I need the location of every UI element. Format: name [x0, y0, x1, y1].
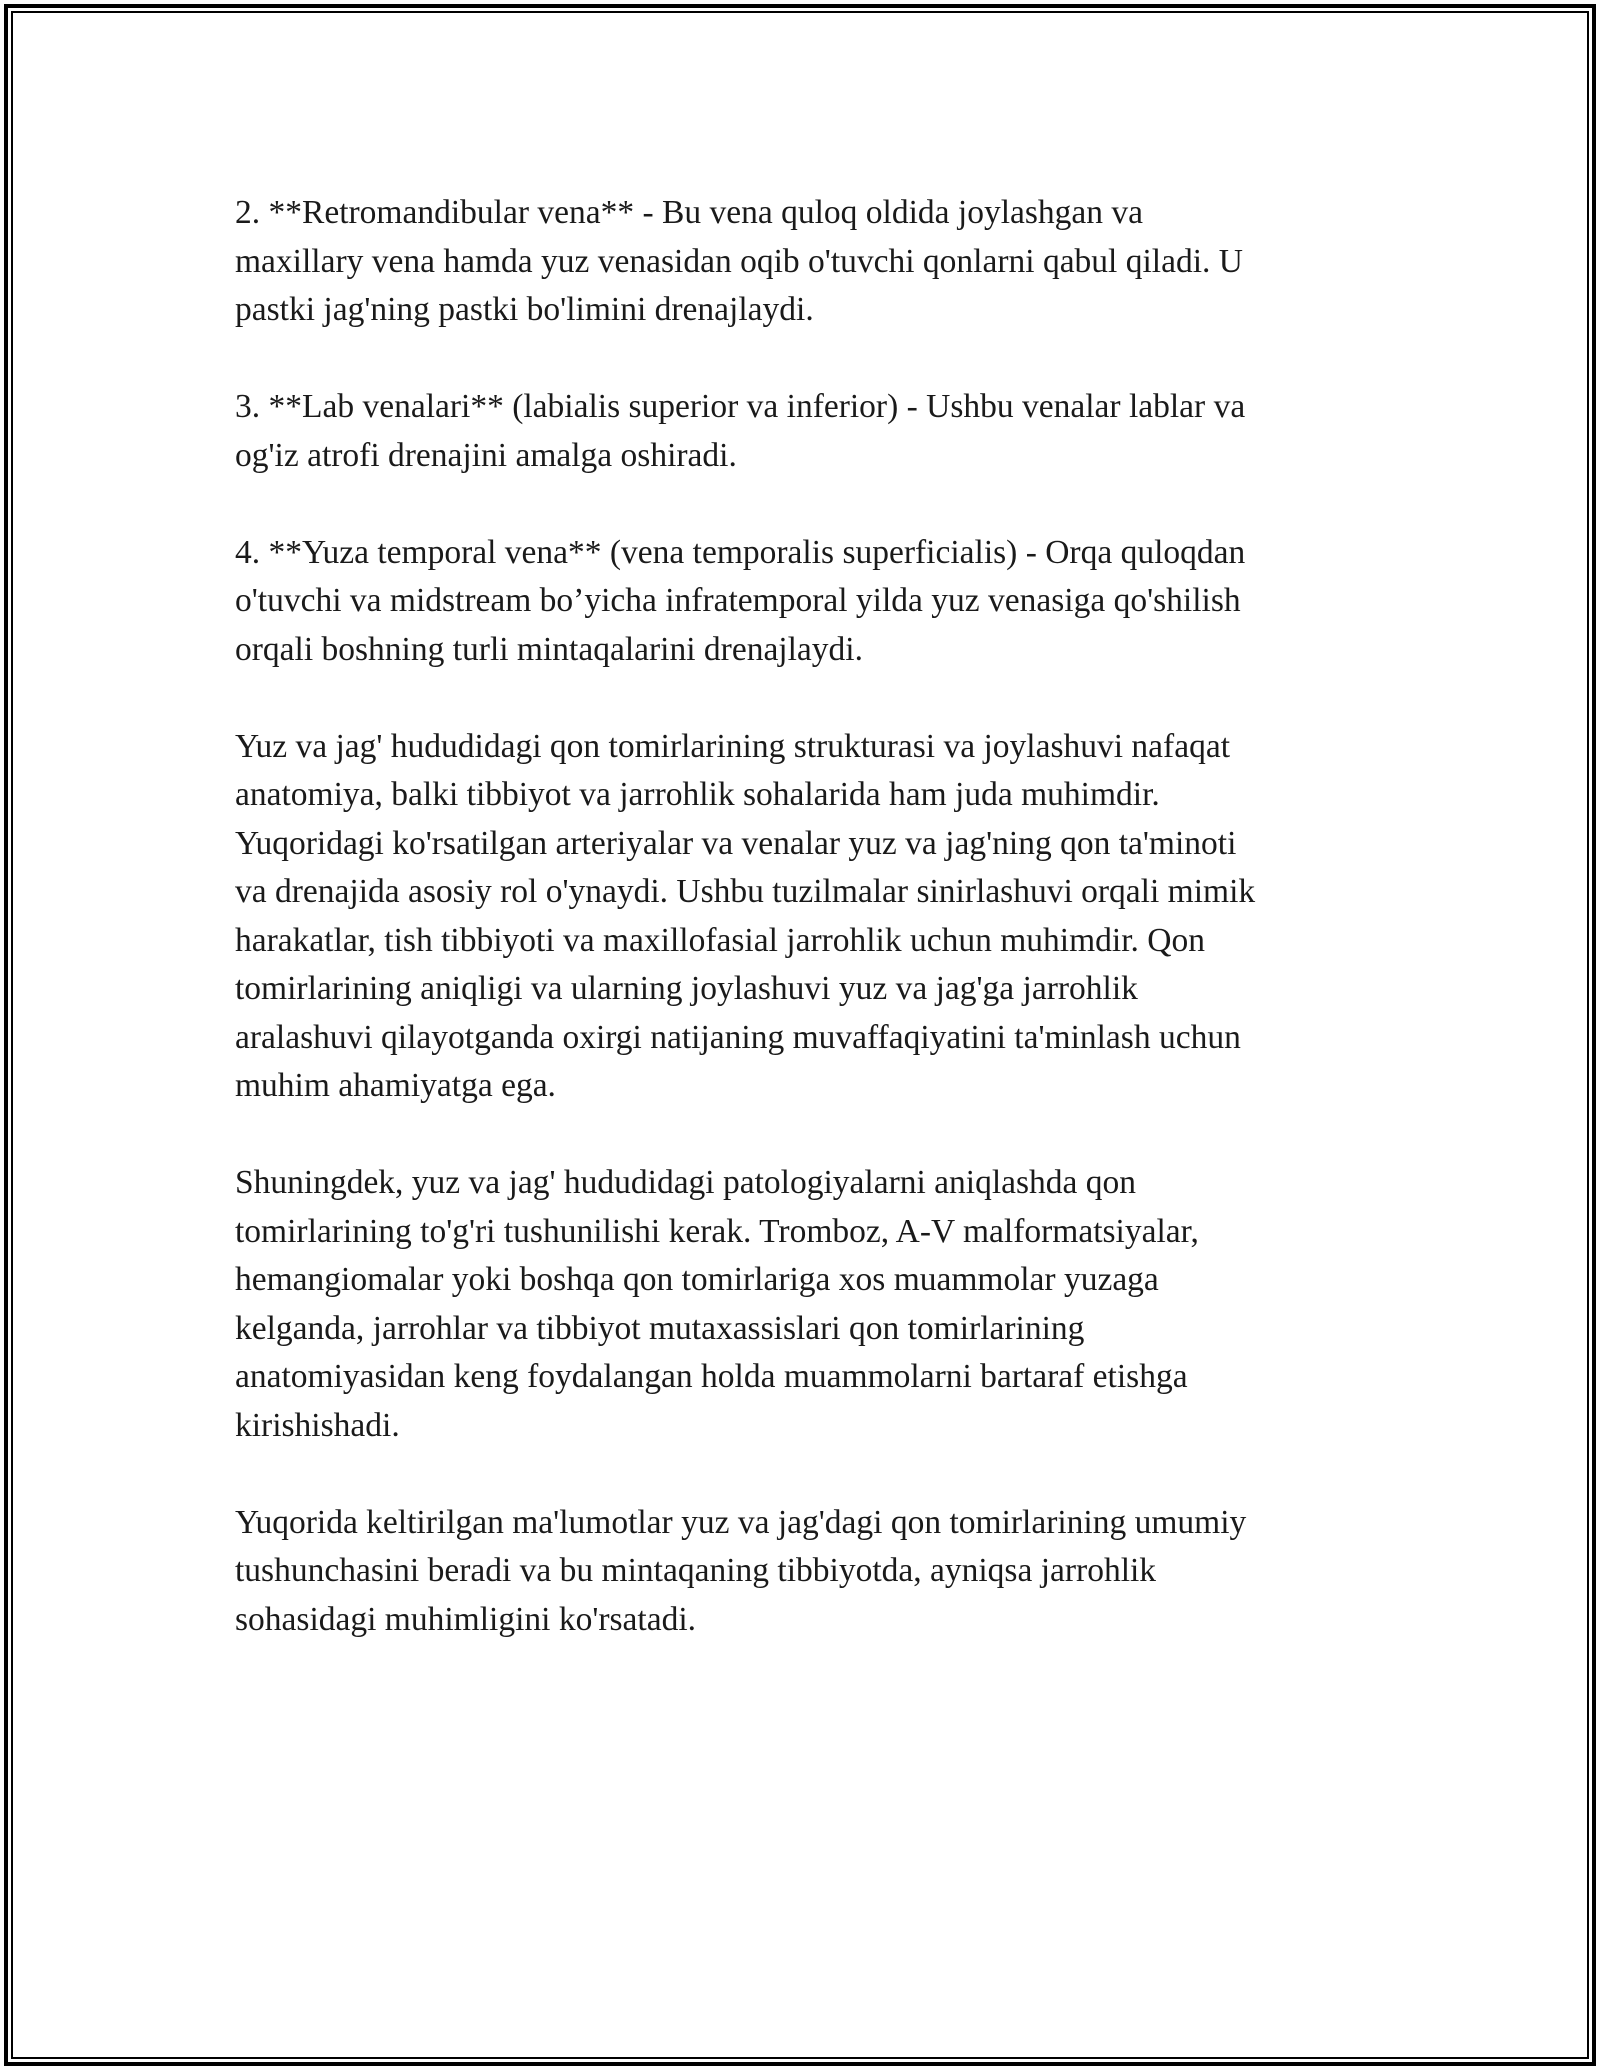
paragraph-line: Yuqorida keltirilgan ma'lumotlar yuz va jag'dagi qon tomirlarining umumiy — [235, 1503, 1247, 1541]
paragraph-line: orqali boshning turli mintaqalarini drenajlaydi. — [235, 630, 863, 668]
paragraph-line: tomirlarining to'g'ri tushunilishi kerak. Tromboz, A-V malformatsiyalar, — [235, 1212, 1199, 1250]
paragraph-line: 4. **Yuza temporal vena** (vena temporalis superficialis) - Orqa quloqdan — [235, 533, 1246, 571]
paragraph-line: o'tuvchi va midstream bo’yicha infratemporal yilda yuz venasiga qo'shilish — [235, 582, 1241, 619]
paragraph-line: anatomiya, balki tibbiyot va jarrohlik sohalarida ham juda muhimdir. — [235, 776, 1160, 813]
paragraph-line: tushunchasini beradi va bu mintaqaning tibbiyotda, ayniqsa jarrohlik — [235, 1552, 1157, 1589]
paragraph-line: hemangiomalar yoki boshqa qon tomirlariga xos muammolar yuzaga — [235, 1261, 1159, 1298]
paragraph-line: sohasidagi muhimligini ko'rsatadi. — [235, 1600, 697, 1638]
paragraph-line: va drenajida asosiy rol o'ynaydi. Ushbu tuzilmalar sinirlashuvi orqali mimik — [235, 873, 1256, 910]
paragraph-conclusion — [235, 1499, 1375, 1645]
paragraph-line: maxillary vena hamda yuz venasidan oqib o'tuvchi qonlarni qabul qiladi. U — [235, 242, 1243, 280]
paragraph-line: pastki jag'ning pastki bo'limini drenajlaydi. — [235, 291, 814, 328]
paragraph-line: og'iz atrofi drenajini amalga oshiradi. — [235, 436, 737, 474]
paragraph-retromandibular-vena — [235, 189, 1375, 335]
paragraph-line: 2. **Retromandibular vena** - Bu vena quloq oldida joylashgan va — [235, 194, 1144, 231]
paragraph-line: Yuz va jag' hududidagi qon tomirlarining strukturasi va joylashuvi nafaqat — [235, 727, 1231, 765]
document-body — [235, 189, 1375, 1693]
paragraph-line: 3. **Lab venalari** (labialis superior va inferior) - Ushbu venalar lablar va — [235, 388, 1246, 425]
paragraph-lab-venalari — [235, 383, 1375, 480]
paragraph-line: aralashuvi qilayotganda oxirgi natijaning muvaffaqiyatini ta'minlash uchun — [235, 1018, 1241, 1056]
paragraph-line: muhim ahamiyatga ega. — [235, 1067, 556, 1104]
paragraph-yuza-temporal-vena — [235, 529, 1375, 675]
paragraph-line: tomirlarining aniqligi va ularning joylashuvi yuz va jag'ga jarrohlik — [235, 970, 1138, 1007]
paragraph-line: kirishishadi. — [235, 1406, 400, 1444]
paragraph-structure-importance — [235, 723, 1375, 1111]
paragraph-line: kelganda, jarrohlar va tibbiyot mutaxassislari qon tomirlarining — [235, 1309, 1085, 1347]
paragraph-pathology — [235, 1159, 1375, 1450]
paragraph-line: harakatlar, tish tibbiyoti va maxillofasial jarrohlik uchun muhimdir. Qon — [235, 921, 1205, 959]
paragraph-line: anatomiyasidan keng foydalangan holda muammolarni bartaraf etishga — [235, 1358, 1188, 1395]
paragraph-line: Shuningdek, yuz va jag' hududidagi patologiyalarni aniqlashda qon — [235, 1164, 1137, 1201]
paragraph-line: Yuqoridagi ko'rsatilgan arteriyalar va venalar yuz va jag'ning qon ta'minoti — [235, 824, 1237, 862]
